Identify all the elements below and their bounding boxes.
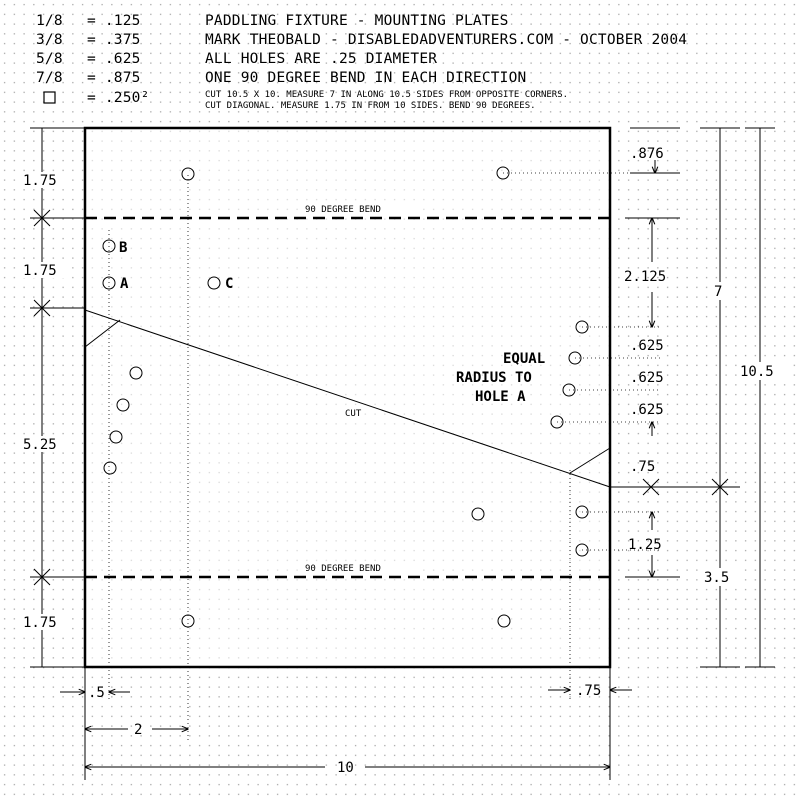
title-line-2: MARK THEOBALD - DISABLEDADVENTURERS.COM - OCTOBER 2004 (205, 32, 688, 48)
dim-right-2125: 2.125 (624, 269, 667, 285)
dim-left-top: 1.75 (23, 173, 57, 189)
hole-label-a: A (120, 276, 129, 292)
bend-label-bottom: 90 DEGREE BEND (305, 564, 381, 574)
decimal-4: = .875 (87, 70, 141, 86)
dim-bottom-two: 2 (134, 722, 143, 738)
equal-line-1: EQUAL (503, 351, 546, 367)
fraction-2: 3/8 (36, 32, 63, 48)
decimal-2: = .375 (87, 32, 141, 48)
dim-bottom-ten: 10 (337, 760, 354, 776)
decimal-1: = .125 (87, 13, 141, 29)
hole-label-b: B (119, 240, 128, 256)
fraction-1: 1/8 (36, 13, 63, 29)
title-line-3: ALL HOLES ARE .25 DIAMETER (205, 51, 438, 67)
dim-right-105: 10.5 (740, 364, 774, 380)
dim-left-upper: 1.75 (23, 263, 57, 279)
note-line-1: CUT 10.5 X 10. MEASURE 7 IN ALONG 10.5 SIDES FROM OPPOSITE CORNERS. (205, 90, 569, 100)
fraction-table (36, 13, 150, 106)
fraction-4: 7/8 (36, 70, 63, 86)
dim-right-35: 3.5 (704, 570, 730, 586)
decimal-5: = .250² (87, 90, 150, 106)
fraction-3: 5/8 (36, 51, 63, 67)
dim-right-75: .75 (630, 459, 656, 475)
dim-right-7: 7 (714, 284, 723, 300)
equal-line-2: RADIUS TO (456, 370, 532, 386)
dim-bottom-75: .75 (576, 683, 602, 699)
decimal-3: = .625 (87, 51, 141, 67)
cut-label: CUT (345, 409, 362, 419)
title-line-1: PADDLING FIXTURE - MOUNTING PLATES (205, 13, 509, 29)
square-icon (44, 92, 55, 103)
note-line-2: CUT DIAGONAL. MEASURE 1.75 IN FROM 10 SIDES. BEND 90 DEGREES. (205, 101, 536, 111)
dim-right-625-a: .625 (630, 338, 664, 354)
dim-bottom-half: .5 (88, 685, 105, 701)
equal-line-3: HOLE A (475, 389, 526, 405)
bend-label-top: 90 DEGREE BEND (305, 205, 381, 215)
dim-left-middle: 5.25 (23, 437, 57, 453)
dim-right-625-c: .625 (630, 402, 664, 418)
dim-right-125: 1.25 (628, 537, 662, 553)
hole-label-c: C (225, 276, 234, 292)
dim-left-bottom: 1.75 (23, 615, 57, 631)
dim-right-876: .876 (630, 146, 664, 162)
title-line-4: ONE 90 DEGREE BEND IN EACH DIRECTION (205, 70, 527, 86)
dim-right-625-b: .625 (630, 370, 664, 386)
